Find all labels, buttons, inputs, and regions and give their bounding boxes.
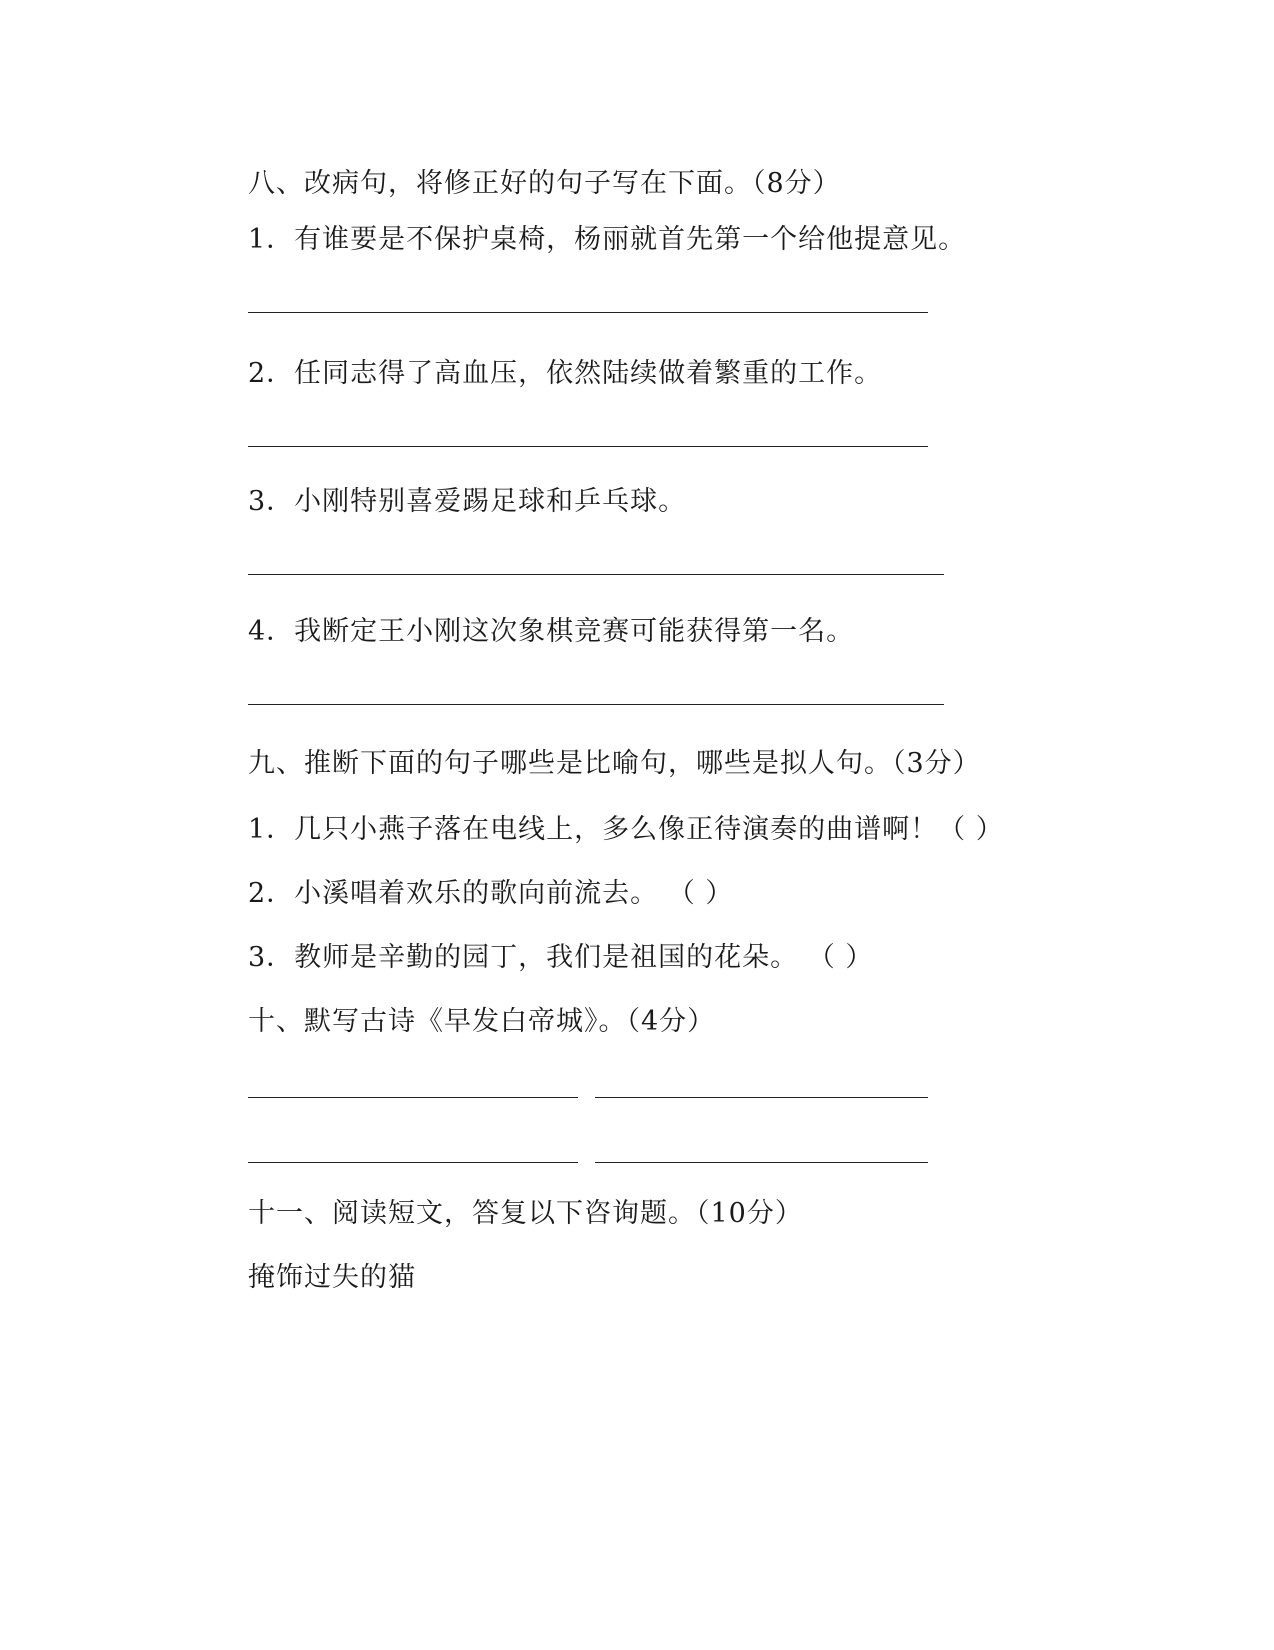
- answer-line-8-2: [248, 446, 928, 447]
- poem-line-1: [248, 1097, 578, 1098]
- section-8-item-3: 3．小刚特别喜爱踢足球和乒乓球。: [248, 486, 687, 517]
- answer-line-8-1: [248, 312, 928, 313]
- section-8-item-4: 4．我断定王小刚这次象棋竞赛可能获得第一名。: [248, 616, 855, 647]
- passage-title: 掩饰过失的猫: [248, 1262, 416, 1293]
- section-9-item-1: 1．几只小燕子落在电线上，多么像正待演奏的曲谱啊！（ ）: [248, 814, 1004, 845]
- section-9-heading: 九、推断下面的句子哪些是比喻句，哪些是拟人句。（3分）: [248, 748, 981, 779]
- poem-line-4: [595, 1162, 928, 1163]
- section-9-item-3: 3．教师是辛勤的园丁，我们是祖国的花朵。 （ ）: [248, 942, 874, 973]
- answer-line-8-4: [248, 704, 944, 705]
- section-9-item-2: 2．小溪唱着欢乐的歌向前流去。 （ ）: [248, 878, 734, 909]
- section-10-heading: 十、默写古诗《早发白帝城》。（4分）: [248, 1006, 716, 1037]
- poem-line-3: [248, 1162, 578, 1163]
- section-8-item-2: 2．任同志得了高血压，依然陆续做着繁重的工作。: [248, 358, 883, 389]
- answer-line-8-3: [248, 574, 944, 575]
- section-8-heading: 八、改病句，将修正好的句子写在下面。（8分）: [248, 168, 841, 199]
- section-11-heading: 十一、阅读短文，答复以下咨询题。（10分）: [248, 1198, 803, 1229]
- poem-line-2: [595, 1097, 928, 1098]
- section-8-item-1: 1．有谁要是不保护桌椅，杨丽就首先第一个给他提意见。: [248, 224, 967, 255]
